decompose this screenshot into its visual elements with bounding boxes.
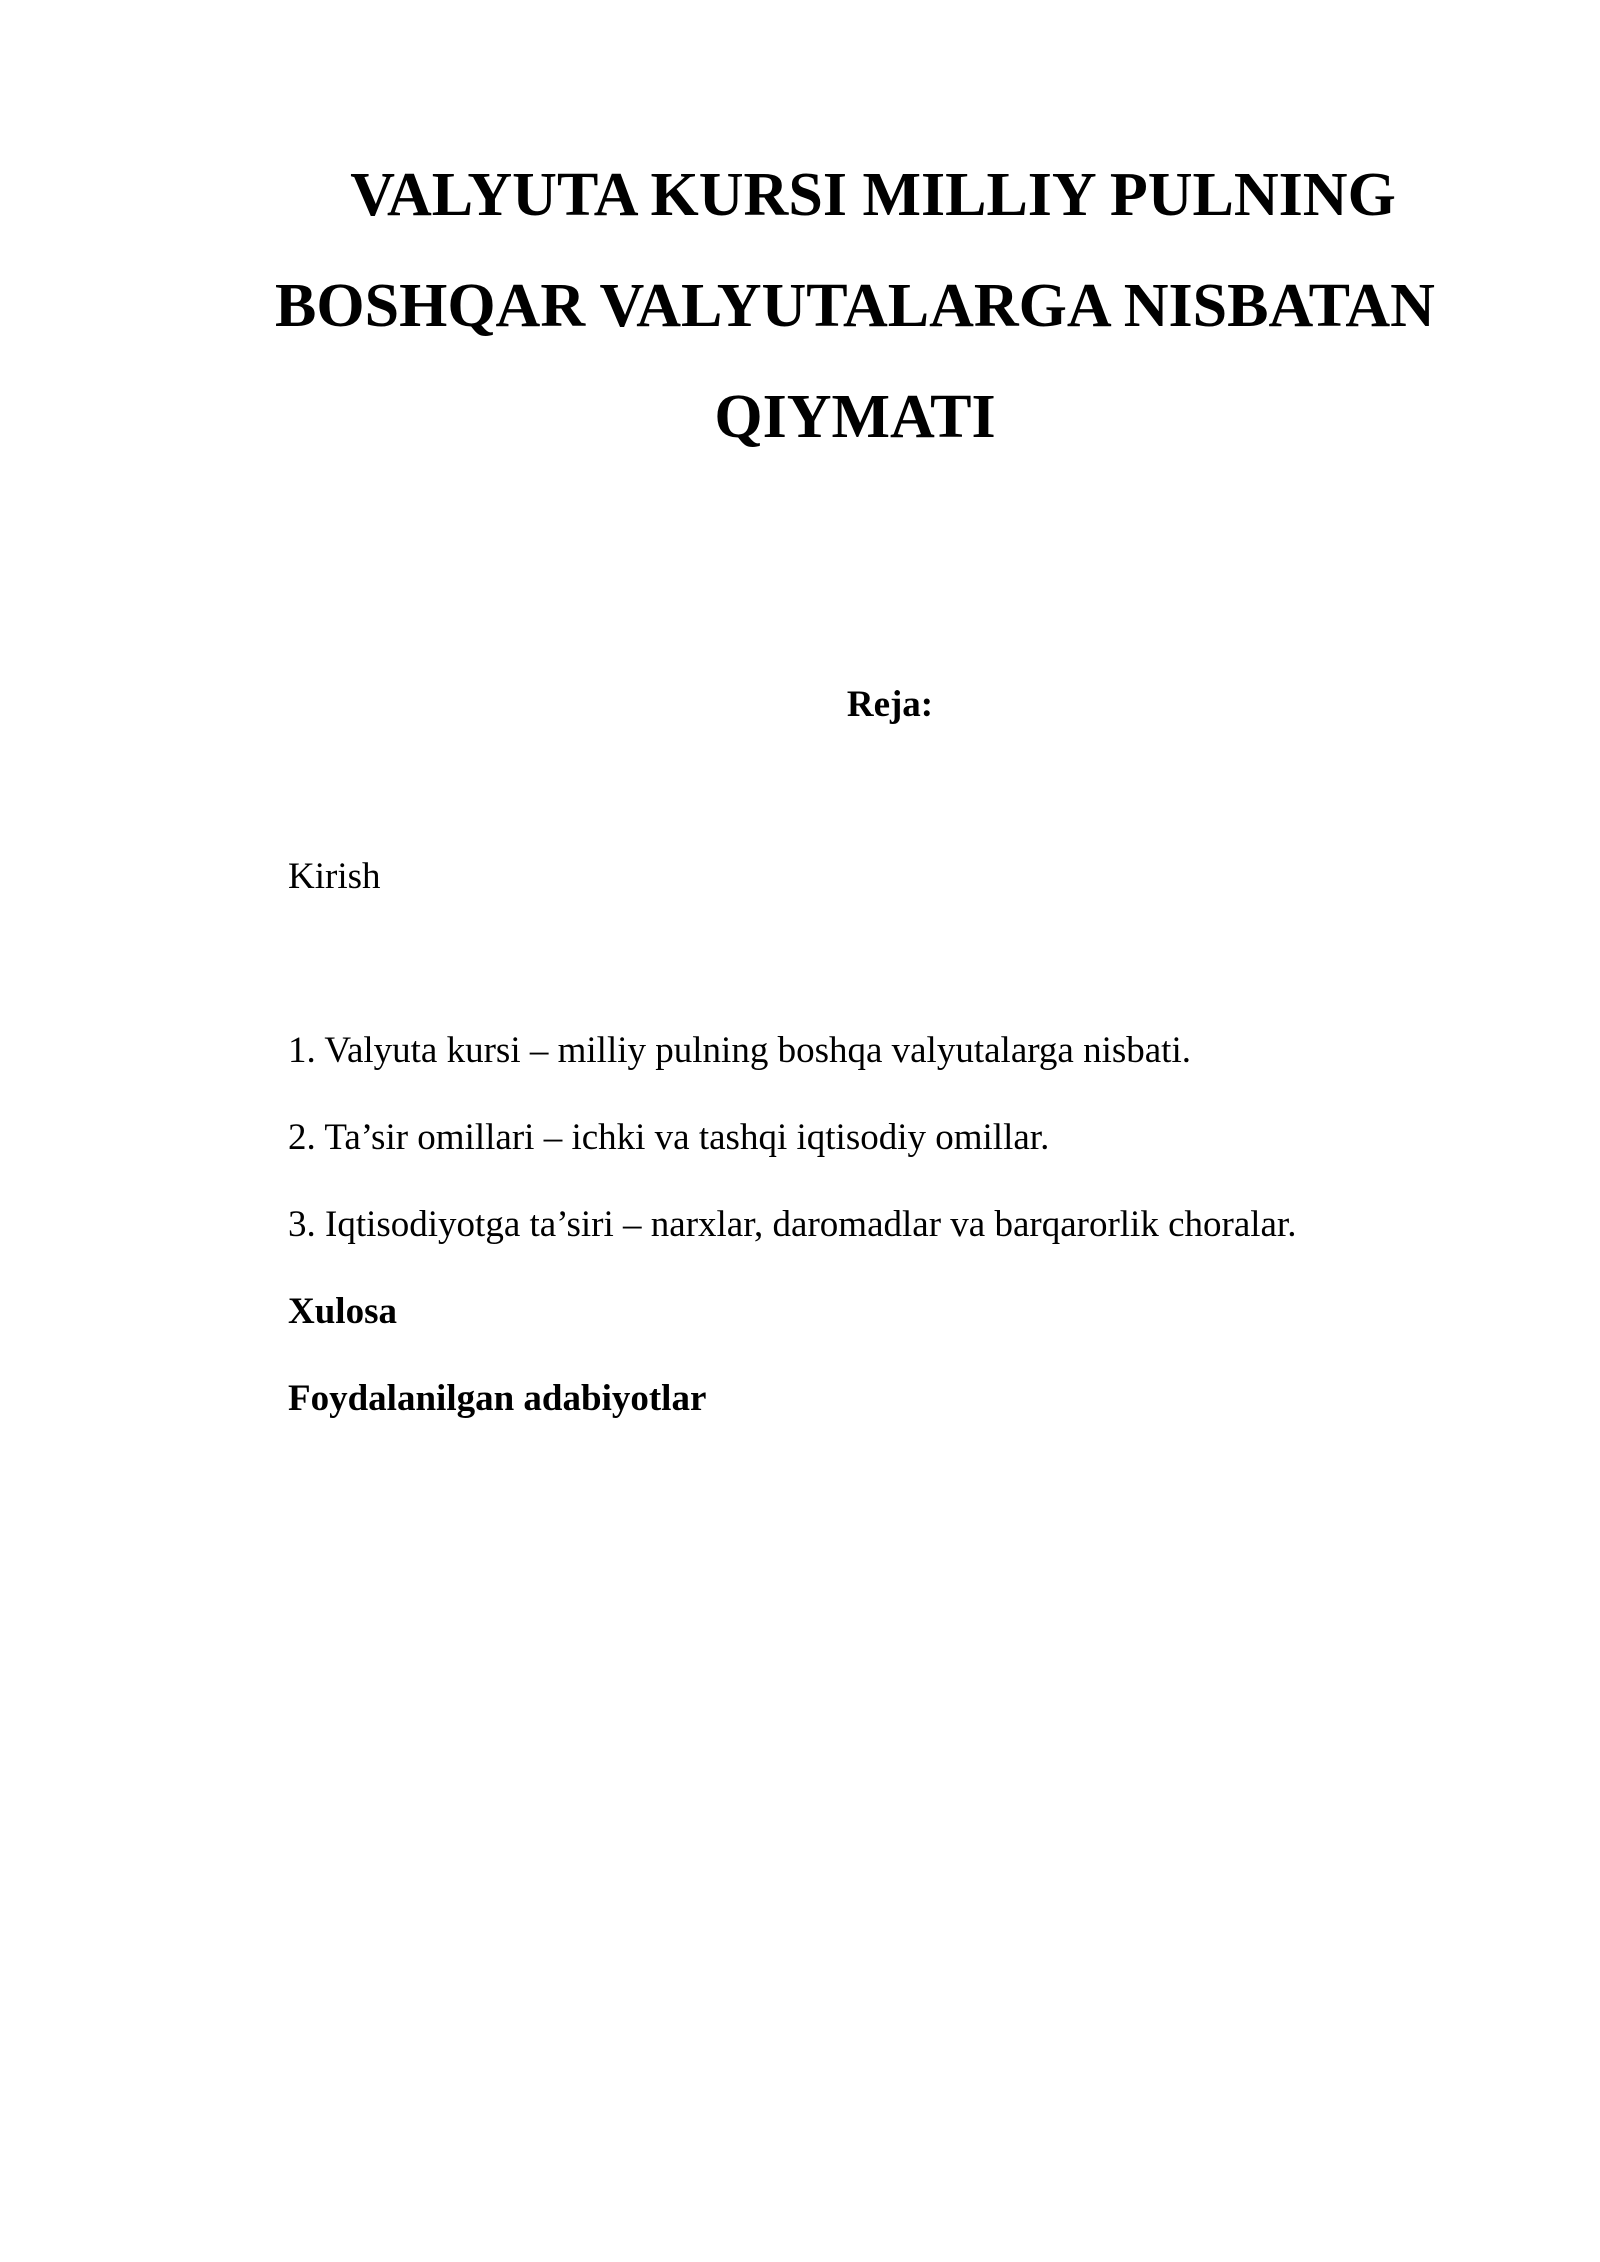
title-line-3: QIYMATI [714, 383, 996, 451]
plan-item-2: 2. Ta’sir omillari – ichki va tashqi iqtisodiy omillar. [288, 1117, 1050, 1158]
intro-item: Kirish [288, 856, 381, 897]
document-title [240, 140, 1470, 473]
plan-item-3: 3. Iqtisodiyotga ta’siri – narxlar, daromadlar va barqarorlik choralar. [288, 1204, 1297, 1245]
plan-list [288, 1026, 1296, 1461]
plan-item-1: 1. Valyuta kursi – milliy pulning boshqa valyutalarga nisbati. [288, 1030, 1191, 1071]
conclusion-item: Xulosa [288, 1291, 397, 1332]
title-line-1: VALYUTA KURSI MILLIY PULNING [350, 161, 1396, 229]
title-line-2: BOSHQAR VALYUTALARGA NISBATAN [275, 272, 1435, 340]
plan-heading: Reja: [846, 684, 934, 725]
references-item: Foydalanilgan adabiyotlar [288, 1378, 707, 1419]
